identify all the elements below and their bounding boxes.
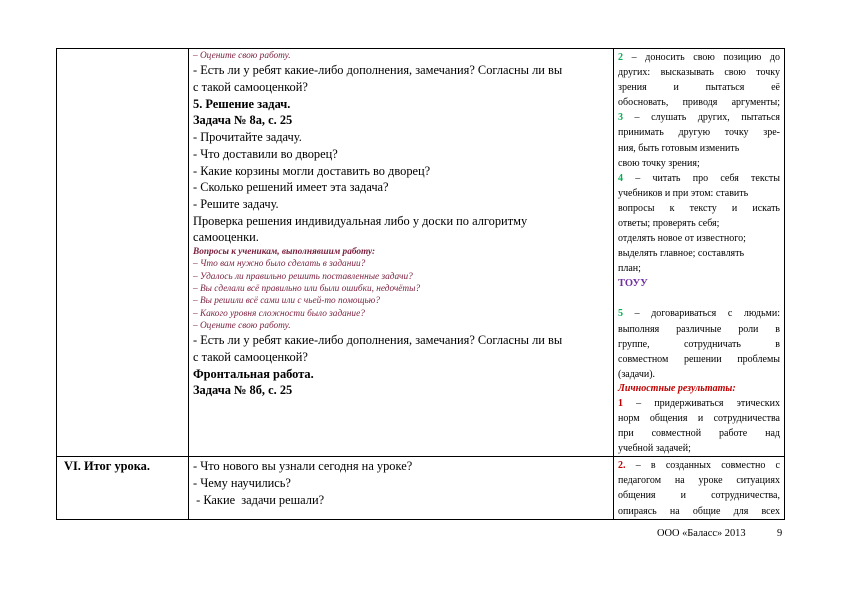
stage-cell	[57, 49, 189, 457]
uud-line	[618, 95, 780, 110]
uud-line	[618, 504, 780, 519]
text-line: Фронтальная работа.	[193, 366, 314, 381]
question-line: – Удалось ли правильно решить поставленные задачи?	[193, 271, 413, 282]
uud-line	[618, 367, 780, 382]
uud-number: 5	[618, 308, 623, 320]
uud-number: 3	[618, 112, 623, 124]
table-row	[57, 457, 785, 519]
text-line: - Какие корзины могли доставить во дворец?	[193, 163, 431, 178]
question-line: – Оцените свою работу.	[193, 320, 291, 331]
uud-text: при совместной работе над	[618, 428, 780, 440]
page-number: 9	[777, 528, 783, 539]
uud-line	[618, 125, 780, 140]
question-line: - Чему научились?	[193, 475, 291, 490]
question-line: - Какие задачи решали?	[193, 492, 325, 507]
uud-text: зрения и пытаться её	[618, 82, 780, 94]
personal-results-heading: Личностные результаты:	[618, 382, 736, 394]
question-line: – Вы решили всё сами или с чьей-то помощью?	[193, 296, 380, 307]
uud-text: ответы; проверять себя;	[618, 218, 720, 230]
teacher-activity-cell	[189, 457, 614, 519]
uud-text: ния, быть готовым изменить	[618, 142, 740, 154]
uud-text: учебной задачей;	[618, 443, 691, 455]
uud-text: норм общения и сотрудничества	[618, 412, 780, 424]
uud-line	[618, 261, 780, 276]
uud-text: совместном решении проблемы	[618, 353, 780, 365]
uud-line	[618, 411, 780, 426]
uud-line	[618, 352, 780, 367]
uud-line	[618, 426, 780, 441]
uud-cell	[614, 49, 785, 457]
uud-line	[618, 322, 780, 337]
uud-text: общения и сотрудничества,	[618, 490, 780, 502]
uud-number: 1	[618, 397, 623, 409]
teacher-activity-cell	[189, 49, 614, 457]
uud-line	[618, 396, 780, 411]
uud-text: – в созданных совместно с	[625, 460, 780, 472]
text-line: - Что доставили во дворец?	[193, 146, 338, 161]
uud-line	[618, 110, 780, 125]
uud-text: выделять главное; составлять	[618, 248, 745, 260]
question-line: – Какого уровня сложности было задание?	[193, 308, 365, 319]
uud-text: план;	[618, 263, 641, 275]
uud-line	[618, 216, 780, 231]
uud-line	[618, 50, 780, 65]
text-line: Проверка решения индивидуальная либо у доски по алгоритму	[193, 213, 528, 228]
text-line: - Есть ли у ребят какие-либо дополнения, замечания? Согласны ли вы	[193, 333, 563, 348]
uud-line	[618, 488, 780, 503]
lesson-table	[56, 48, 785, 520]
text-line: с такой самооценкой?	[193, 80, 308, 94]
uud-text: (задачи).	[618, 368, 656, 380]
uud-line	[618, 231, 780, 246]
uud-line	[618, 441, 780, 456]
uud-text: принимать другую точку зре-	[618, 127, 780, 139]
uud-text: – доносить свою позицию до	[623, 52, 780, 63]
text-line: Задача № 8б, с. 25	[193, 383, 293, 398]
uud-number: 4	[618, 172, 623, 184]
spacer	[618, 292, 780, 306]
uud-line	[618, 473, 780, 488]
uud-text: группе, сотрудничать в	[618, 338, 780, 350]
stage-title: VI. Итог урока.	[64, 459, 150, 474]
uud-line	[618, 306, 780, 321]
uud-line	[618, 141, 780, 156]
uud-text: обосновать, приводя аргументы;	[618, 97, 780, 109]
table-row	[57, 49, 785, 457]
uud-number: 2	[618, 52, 623, 63]
question-line: - Что нового вы узнали сегодня на уроке?	[193, 459, 413, 474]
uud-line	[618, 80, 780, 95]
uud-line	[618, 171, 780, 186]
uud-text: отделять новое от известного;	[618, 233, 746, 245]
text-line: 5. Решение задач.	[193, 96, 291, 111]
text-line: самооценки.	[193, 230, 259, 245]
uud-text: опираясь на общие для всех	[618, 505, 780, 517]
uud-line	[618, 337, 780, 352]
question-line: – Что вам нужно было сделать в задании?	[193, 259, 366, 270]
tovu-label: ТОУУ	[618, 278, 648, 290]
text-line: с такой самооценкой?	[193, 349, 308, 364]
footer-company: ООО «Баласс» 2013	[657, 528, 746, 539]
uud-text: вопросы к тексту и искать	[618, 202, 780, 214]
text-line: - Есть ли у ребят какие-либо дополнения, замечания? Согласны ли вы	[193, 63, 563, 78]
uud-line	[618, 156, 780, 171]
uud-number: 2.	[618, 460, 626, 472]
text-line: - Сколько решений имеет эта задача?	[193, 180, 389, 195]
uud-cell	[614, 457, 785, 519]
question-line: – Оцените свою работу.	[193, 51, 291, 61]
uud-line	[618, 186, 780, 201]
text-line: Задача № 8а, с. 25	[193, 113, 293, 128]
uud-text: – слушать других, пытаться	[623, 112, 780, 124]
uud-line	[618, 246, 780, 261]
uud-text: учебников и при этом: ставить	[618, 187, 749, 199]
uud-text: – читать про себя тексты	[623, 172, 780, 184]
question-line: – Вы сделали всё правильно или были ошибки, недочёты?	[193, 283, 421, 294]
uud-text: других: высказывать свою точку	[618, 67, 780, 79]
uud-text: – придерживаться этических	[623, 397, 780, 409]
uud-text: свою точку зрения;	[618, 157, 700, 169]
uud-text: выполняя различные роли в	[618, 323, 780, 335]
question-line: Вопросы к ученикам, выполнявшим работу:	[193, 247, 376, 258]
stage-cell	[57, 457, 189, 519]
uud-text: – договариваться с людьми:	[623, 308, 780, 320]
uud-text: педагогом на уроке ситуациях	[618, 475, 780, 487]
text-line: - Прочитайте задачу.	[193, 130, 302, 145]
uud-line	[618, 65, 780, 80]
text-line: - Решите задачу.	[193, 196, 279, 211]
uud-line	[618, 201, 780, 216]
uud-line	[618, 458, 780, 473]
